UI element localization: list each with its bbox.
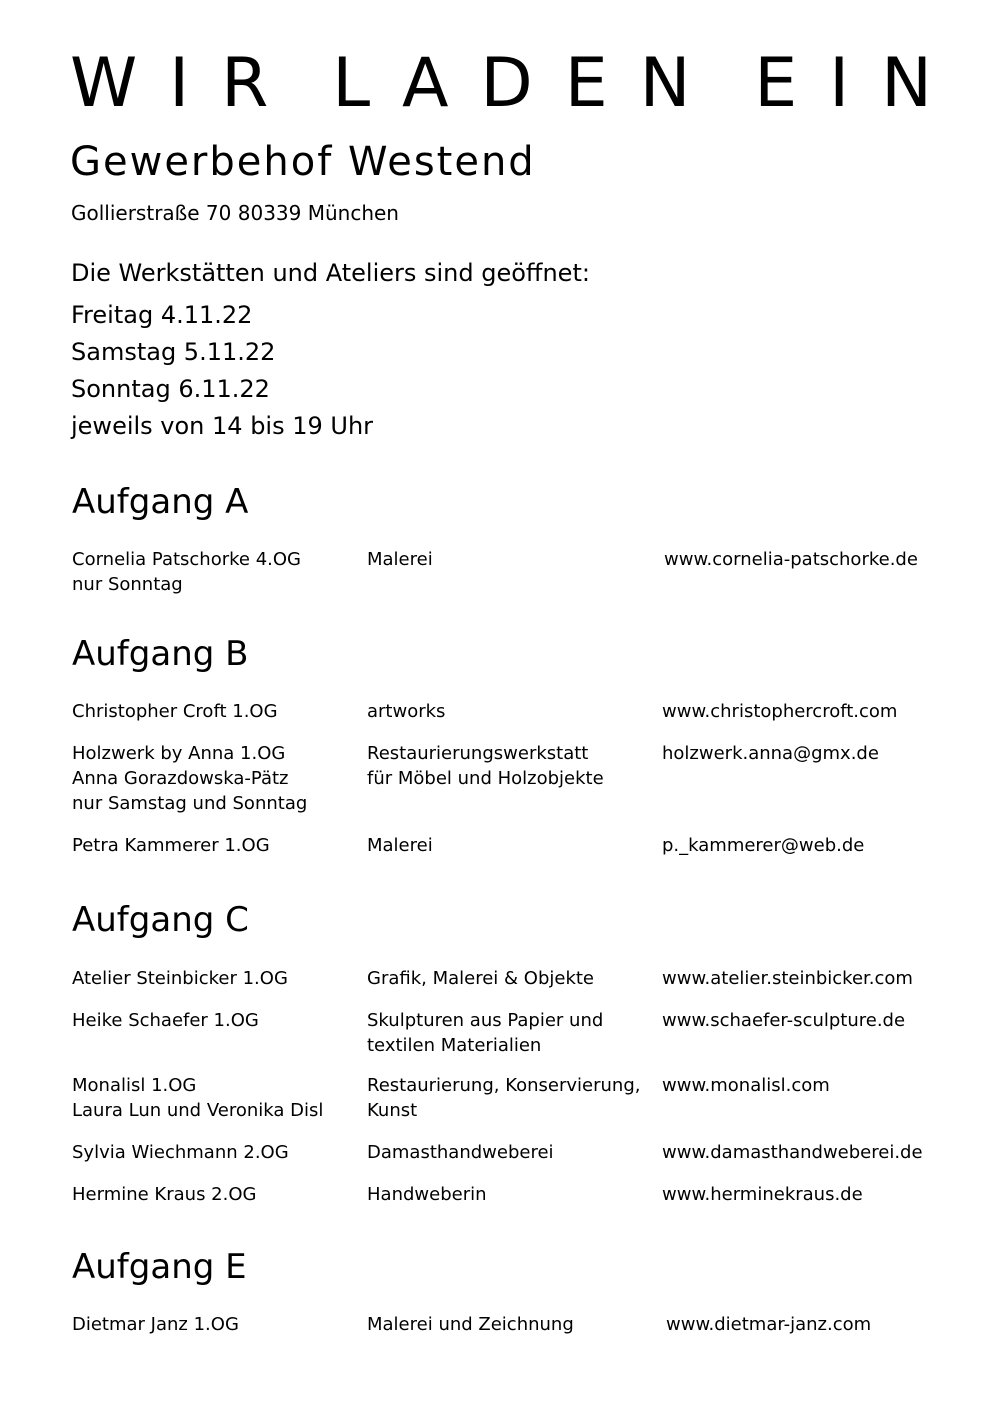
exhibitor-name: Petra Kammerer 1.OG (72, 835, 270, 856)
headline-letter: I (169, 44, 190, 123)
exhibitor-discipline: Malerei (367, 549, 433, 570)
venue-name: Gewerbehof Westend (70, 139, 536, 185)
exhibitor-contact[interactable]: www.monalisl.com (662, 1075, 830, 1096)
exhibitor-contact[interactable]: www.dietmar-janz.com (666, 1314, 872, 1335)
exhibitor-name: Sylvia Wiechmann 2.OG (72, 1142, 289, 1163)
exhibitor-name: Hermine Kraus 2.OG (72, 1184, 257, 1205)
exhibitor-discipline: Handweberin (367, 1184, 487, 1205)
exhibitor-name: Dietmar Janz 1.OG (72, 1314, 239, 1335)
headline-letter: W (70, 44, 138, 123)
section-title: Aufgang A (72, 482, 249, 522)
headline-letter: E (754, 44, 798, 123)
exhibitor-discipline: Malerei (367, 835, 433, 856)
section-title: Aufgang E (72, 1247, 247, 1287)
exhibitor-name: Holzwerk by Anna 1.OG Anna Gorazdowska-Pätz nur Samstag und Sonntag (72, 743, 308, 814)
opening-dates (71, 297, 373, 445)
headline-letter: R (221, 44, 269, 123)
exhibitor-contact[interactable]: www.christophercroft.com (662, 701, 898, 722)
exhibitor-name: Christopher Croft 1.OG (72, 701, 278, 722)
opening-heading: Die Werkstätten und Ateliers sind geöffnet: (71, 259, 590, 287)
exhibitor-name: Cornelia Patschorke 4.OG nur Sonntag (72, 549, 301, 595)
exhibitor-discipline: Restaurierungswerkstatt für Möbel und Holzobjekte (367, 743, 604, 789)
section-title: Aufgang C (72, 900, 249, 940)
exhibitor-discipline: Grafik, Malerei & Objekte (367, 968, 595, 989)
exhibitor-name: Atelier Steinbicker 1.OG (72, 968, 288, 989)
exhibitor-name: Heike Schaefer 1.OG (72, 1010, 259, 1031)
exhibitor-contact[interactable]: p._kammerer@web.de (662, 835, 865, 856)
headline-letter: L (332, 44, 371, 123)
opening-day: Samstag 5.11.22 (71, 338, 276, 366)
exhibitor-discipline: Damasthandweberei (367, 1142, 554, 1163)
exhibitor-name: Monalisl 1.OG Laura Lun und Veronika Disl (72, 1075, 324, 1121)
headline-letter: N (639, 44, 691, 123)
exhibitor-contact[interactable]: www.cornelia-patschorke.de (664, 549, 918, 570)
headline-letter: D (480, 44, 533, 123)
exhibitor-contact[interactable]: holzwerk.anna@gmx.de (662, 743, 879, 764)
opening-day: Freitag 4.11.22 (71, 301, 253, 329)
headline-letter: A (401, 44, 449, 123)
exhibitor-contact[interactable]: www.atelier.steinbicker.com (662, 968, 913, 989)
exhibitor-discipline: Malerei und Zeichnung (367, 1314, 574, 1335)
headline-letter: E (564, 44, 608, 123)
section-title: Aufgang B (72, 634, 249, 674)
headline-letter: N (881, 44, 932, 123)
exhibitor-discipline: Skulpturen aus Papier und textilen Materialien (367, 1010, 604, 1056)
exhibitor-contact[interactable]: www.herminekraus.de (662, 1184, 863, 1205)
opening-hours: jeweils von 14 bis 19 Uhr (71, 412, 374, 440)
exhibitor-contact[interactable]: www.damasthandweberei.de (662, 1142, 923, 1163)
exhibitor-discipline: artworks (367, 701, 446, 722)
opening-day: Sonntag 6.11.22 (71, 375, 270, 403)
venue-address: Gollierstraße 70 80339 München (71, 201, 399, 225)
headline (70, 44, 932, 123)
exhibitor-contact[interactable]: www.schaefer-sculpture.de (662, 1010, 906, 1031)
exhibitor-discipline: Restaurierung, Konservierung, Kunst (367, 1075, 641, 1121)
headline-letter: I (829, 44, 850, 123)
